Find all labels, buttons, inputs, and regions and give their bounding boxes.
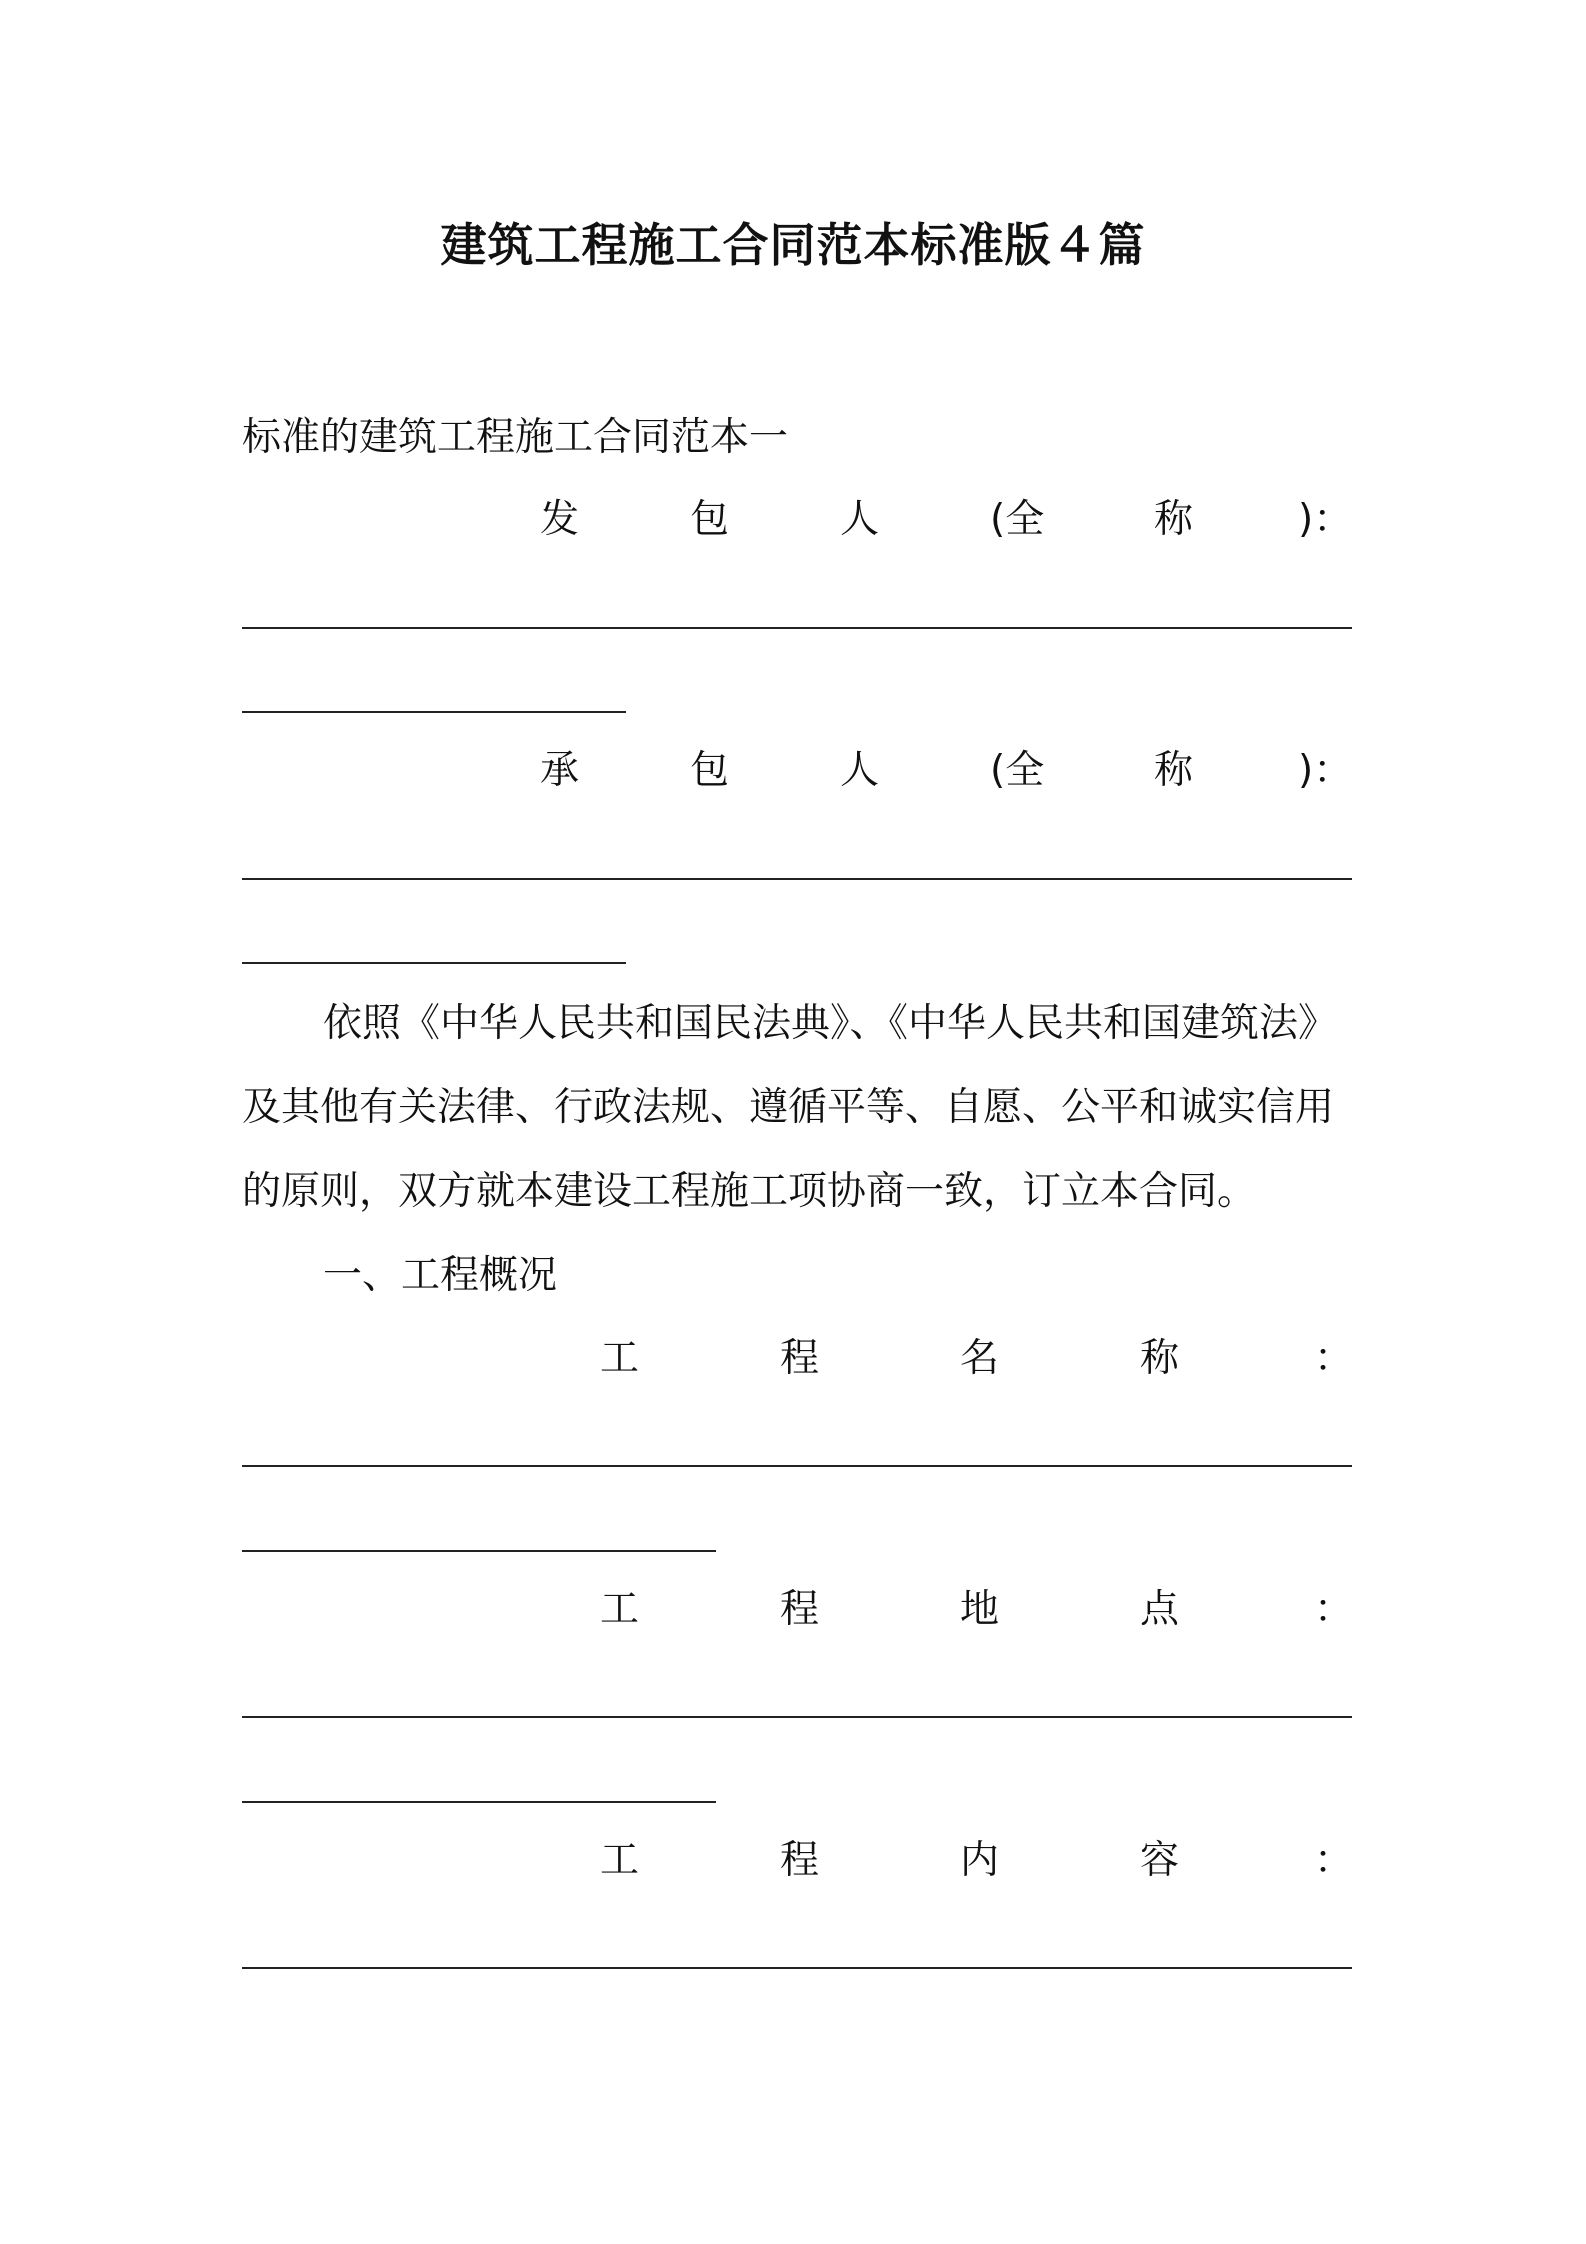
employer-name-blank[interactable] xyxy=(242,627,1352,629)
contractor-label-char: 承 xyxy=(540,748,580,793)
project-name-blank-continued[interactable] xyxy=(242,1550,716,1552)
project-content-label xyxy=(242,1835,1352,1887)
employer-label xyxy=(242,494,1352,546)
document-title: 建筑工程施工合同范本标准版４篇 xyxy=(440,218,1146,272)
project-location-label-char: 工 xyxy=(600,1587,640,1632)
project-location-label-char: 程 xyxy=(780,1587,820,1632)
project-location-blank[interactable] xyxy=(242,1716,1352,1718)
overview-heading: 一、工程概况 xyxy=(323,1253,558,1298)
project-name-label-char: 名 xyxy=(960,1336,1000,1381)
employer-label-char: 发 xyxy=(540,497,580,542)
project-name-label xyxy=(242,1333,1352,1385)
project-name-label-char: 程 xyxy=(780,1336,820,1381)
project-name-label-char: 工 xyxy=(600,1336,640,1381)
employer-label-char: 称 xyxy=(1154,497,1194,542)
contractor-label-char: 人 xyxy=(840,748,880,793)
employer-label-char: 包 xyxy=(690,497,730,542)
employer-label-char: 人 xyxy=(840,497,880,542)
project-content-label-char: 程 xyxy=(780,1838,820,1883)
contractor-label-char: 称 xyxy=(1154,748,1194,793)
project-location-label-char: ： xyxy=(1314,1587,1354,1632)
contractor-label-char: 包 xyxy=(690,748,730,793)
project-name-label-char: ： xyxy=(1314,1336,1354,1381)
contractor-label-char: (全 xyxy=(990,748,1045,793)
section-heading: 标准的建筑工程施工合同范本一 xyxy=(242,415,789,460)
contractor-name-blank-continued[interactable] xyxy=(242,962,626,964)
project-name-blank[interactable] xyxy=(242,1465,1352,1467)
project-content-label-char: 内 xyxy=(960,1838,1000,1883)
project-location-label-char: 点 xyxy=(1140,1587,1180,1632)
employer-label-char: )： xyxy=(1298,497,1353,542)
project-content-label-char: ： xyxy=(1314,1838,1354,1883)
contractor-label-char: )： xyxy=(1298,748,1353,793)
project-location-label xyxy=(242,1584,1352,1636)
employer-label-char: (全 xyxy=(990,497,1045,542)
paragraph-line: 及其他有关法律、行政法规、遵循平等、自愿、公平和诚实信用 xyxy=(242,1085,1335,1130)
project-content-label-char: 工 xyxy=(600,1838,640,1883)
project-location-label-char: 地 xyxy=(960,1587,1000,1632)
paragraph-line: 的原则，双方就本建设工程施工项协商一致，订立本合同。 xyxy=(242,1169,1257,1214)
project-location-blank-continued[interactable] xyxy=(242,1801,716,1803)
project-content-label-char: 容 xyxy=(1140,1838,1180,1883)
project-content-blank[interactable] xyxy=(242,1967,1352,1969)
contractor-label xyxy=(242,745,1352,797)
contractor-name-blank[interactable] xyxy=(242,878,1352,880)
employer-name-blank-continued[interactable] xyxy=(242,711,626,713)
project-name-label-char: 称 xyxy=(1140,1336,1180,1381)
paragraph-line: 依照《中华人民共和国民法典》、《中华人民共和国建筑法》 xyxy=(323,1001,1338,1046)
